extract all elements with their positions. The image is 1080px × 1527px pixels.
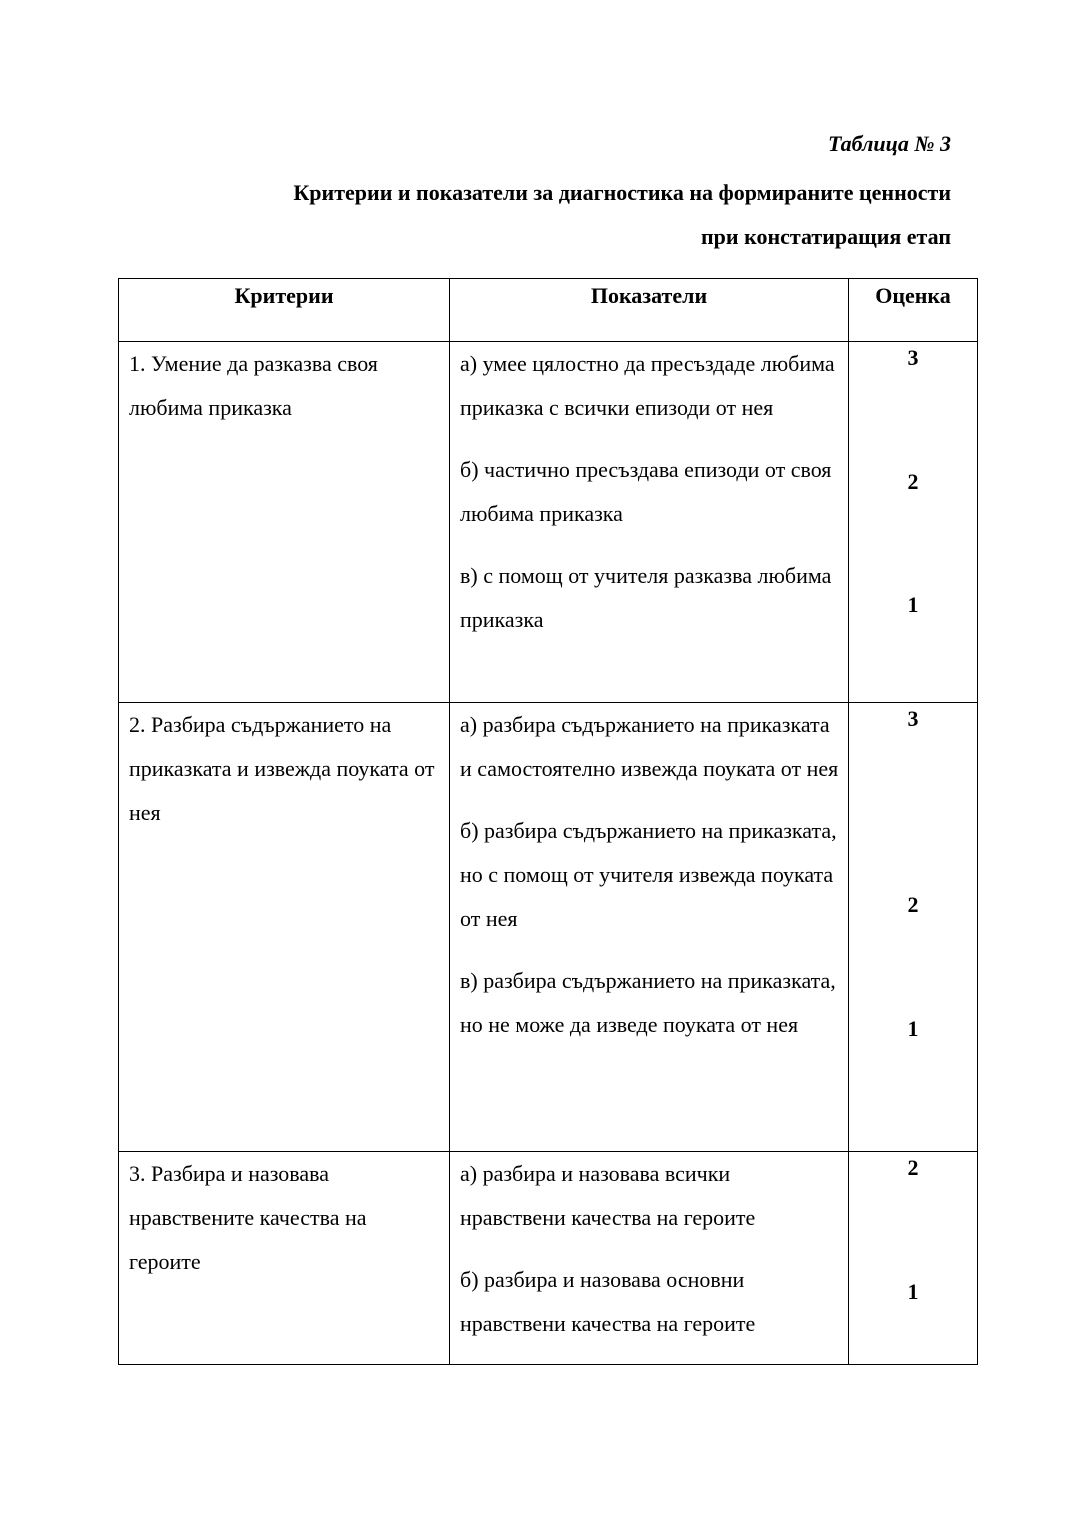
caption-line: при констатиращия етап	[700, 224, 951, 249]
score-value: 2	[907, 892, 919, 917]
table-header-row	[119, 279, 978, 342]
indicator-item: б) разбира и назовава основни нравствени качества на героите	[460, 1267, 756, 1336]
score-value: 1	[907, 592, 919, 617]
criterion-cell	[119, 1152, 450, 1365]
indicator-item: б) разбира съдържанието на приказката, но с помощ от учителя извежда поуката от нея	[460, 818, 837, 931]
header-score: Оценка	[849, 279, 978, 342]
criterion-text: 1. Умение да разказва своя любима приказка	[129, 351, 378, 420]
indicator-item: а) разбира и назовава всички нравствени качества на героите	[460, 1161, 756, 1230]
criterion-cell	[119, 703, 450, 1152]
indicator-item: а) умее цялостно да пресъздаде любима приказка с всички епизоди от нея	[460, 351, 835, 420]
table-row	[119, 703, 978, 1152]
score-cell	[849, 703, 978, 1152]
indicator-item: в) разбира съдържанието на приказката, но не може да изведе поуката от нея	[460, 968, 836, 1037]
indicator-item: б) частично пресъздава епизоди от своя любима приказка	[460, 457, 832, 526]
header-indicators: Показатели	[450, 279, 849, 342]
criterion-text: 3. Разбира и назовава нравствените качества на героите	[129, 1161, 367, 1274]
criteria-table	[118, 278, 978, 1365]
table-number: Таблица № 3	[828, 131, 951, 156]
score-value: 1	[907, 1016, 919, 1041]
criterion-cell	[119, 342, 450, 703]
table-row	[119, 1152, 978, 1365]
score-value: 2	[907, 1155, 919, 1180]
score-cell	[849, 342, 978, 703]
score-value: 1	[907, 1279, 919, 1304]
score-cell	[849, 1152, 978, 1365]
criterion-text: 2. Разбира съдържанието на приказката и извежда поуката от нея	[129, 712, 435, 825]
indicator-item: а) разбира съдържанието на приказката и самостоятелно извежда поуката от нея	[460, 712, 839, 781]
score-value: 2	[907, 469, 919, 494]
header-criteria: Критерии	[119, 279, 450, 342]
score-value: 3	[907, 345, 919, 370]
indicators-cell	[450, 342, 849, 703]
table-row	[119, 342, 978, 703]
score-value: 3	[907, 706, 919, 731]
indicators-cell	[450, 1152, 849, 1365]
indicator-item: в) с помощ от учителя разказва любима приказка	[460, 563, 832, 632]
table-caption	[91, 171, 951, 259]
caption-line: Критерии и показатели за диагностика на формираните ценности	[293, 180, 951, 205]
indicators-cell	[450, 703, 849, 1152]
